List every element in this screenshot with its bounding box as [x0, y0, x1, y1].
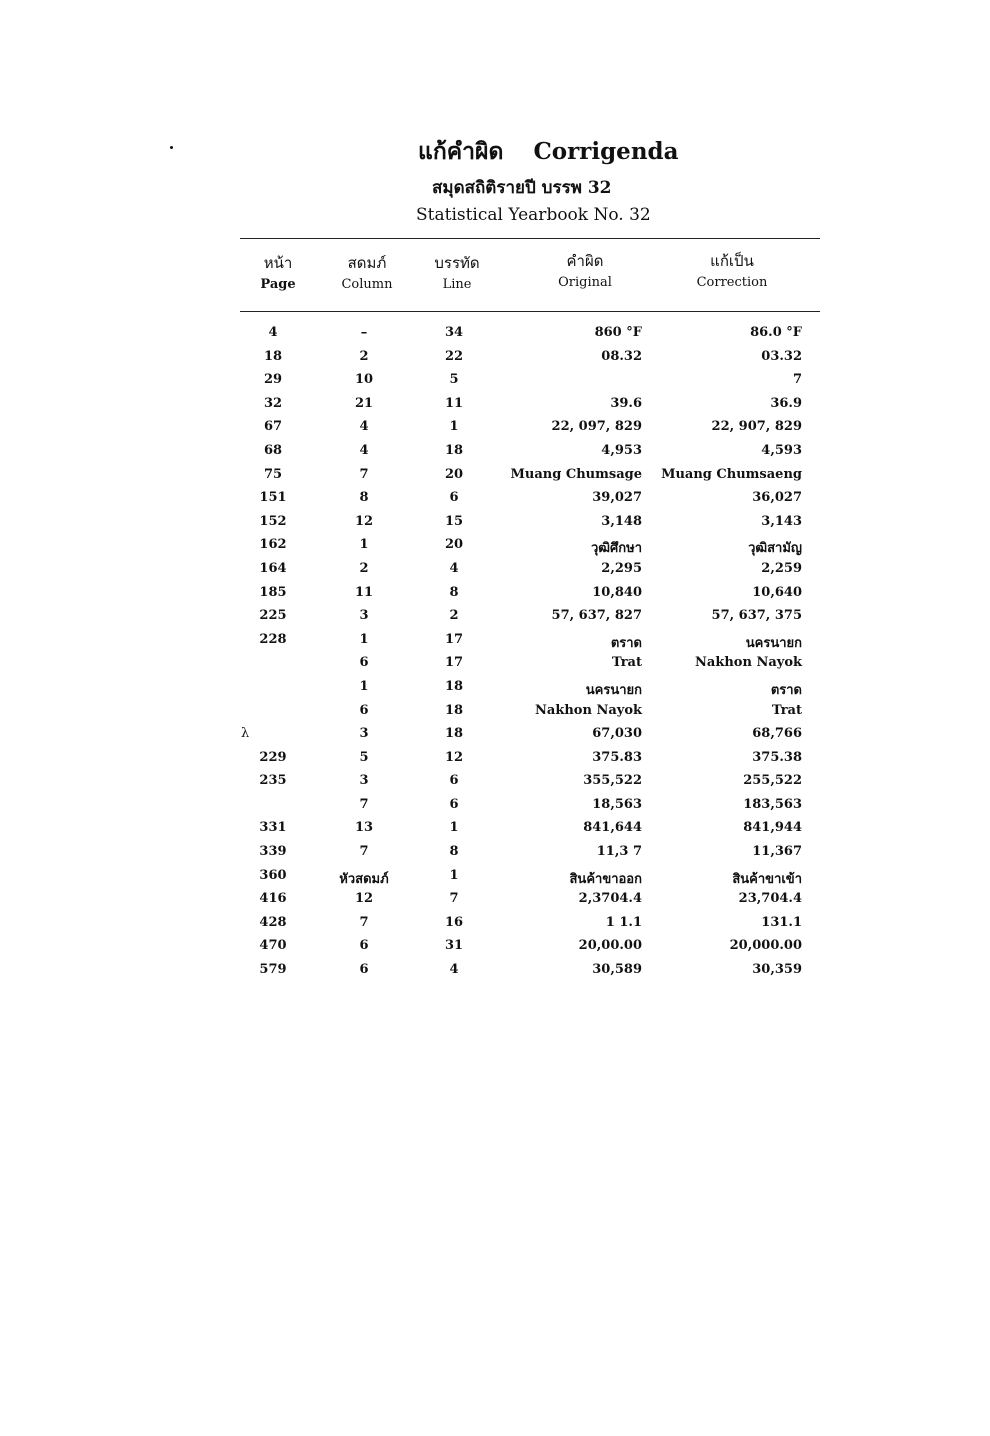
cell-original: 18,563	[592, 796, 642, 812]
header-correction-english: Correction	[696, 275, 768, 290]
cell-page: 29	[263, 372, 283, 388]
table-row	[0, 393, 990, 417]
cell-original: นครนายก	[585, 682, 642, 698]
cell-line: 18	[444, 678, 464, 694]
cell-original: Muang Chumsage	[510, 466, 642, 482]
cell-column: 5	[359, 749, 369, 765]
cell-column: 7	[359, 914, 369, 930]
cell-correction: 3,143	[761, 513, 802, 529]
cell-original: 10,840	[592, 584, 642, 600]
cell-original: 11,3 7	[596, 844, 642, 860]
cell-correction: ตราด	[770, 682, 802, 698]
cell-correction: 841,944	[743, 820, 802, 836]
table-row	[0, 534, 990, 558]
cell-page: 428	[259, 914, 287, 930]
cell-column: 3	[359, 608, 369, 624]
cell-line: 6	[449, 796, 459, 812]
table-row	[0, 817, 990, 841]
cell-line: 6	[449, 490, 459, 506]
cell-page: 228	[259, 631, 287, 647]
cell-line: 15	[444, 513, 464, 529]
table-row	[0, 770, 990, 794]
cell-correction: 36,027	[752, 490, 802, 506]
cell-correction: 20,000.00	[729, 938, 802, 954]
cell-correction: 131.1	[761, 914, 802, 930]
cell-original: 22, 097, 829	[551, 419, 642, 435]
cell-page: 151	[259, 490, 287, 506]
cell-correction: สินค้าขาเข้า	[732, 871, 802, 887]
header-line	[424, 252, 490, 296]
cell-page: 75	[263, 466, 283, 482]
header-original-thai: คำผิด	[566, 252, 604, 270]
cell-original: 355,522	[583, 773, 642, 789]
table-row	[0, 652, 990, 676]
cell-correction: 03.32	[761, 348, 802, 364]
header-line-english: Line	[442, 277, 472, 292]
cell-correction: 2,259	[761, 560, 802, 576]
table-row	[0, 511, 990, 535]
cell-line: 22	[444, 348, 464, 364]
table-row	[0, 464, 990, 488]
cell-original: 3,148	[601, 513, 642, 529]
cell-page: 360	[259, 867, 287, 883]
corrigenda-table-body	[0, 322, 990, 983]
cell-page: 331	[259, 820, 287, 836]
cell-column: 1	[359, 631, 369, 647]
cell-column: 7	[359, 466, 369, 482]
header-original-english: Original	[558, 275, 612, 290]
cell-column: 21	[354, 395, 374, 411]
table-row	[0, 747, 990, 771]
header-page	[248, 252, 308, 296]
cell-line: 18	[444, 442, 464, 458]
cell-line: 16	[444, 914, 464, 930]
cell-correction: Nakhon Nayok	[695, 655, 802, 671]
cell-correction: 10,640	[752, 584, 802, 600]
cell-line: 31	[444, 938, 464, 954]
cell-line: 17	[444, 631, 464, 647]
table-row	[0, 416, 990, 440]
subtitle-thai: สมุดสถิติรายปี บรรพ 32	[432, 178, 612, 198]
cell-column: 12	[354, 513, 374, 529]
table-row	[0, 629, 990, 653]
table-row	[0, 935, 990, 959]
cell-correction: 11,367	[752, 844, 802, 860]
cell-column: 6	[359, 702, 369, 718]
cell-original: 08.32	[601, 348, 642, 364]
cell-column: หัวสดมภ์	[339, 871, 389, 887]
subtitle-english: Statistical Yearbook No. 32	[416, 205, 651, 225]
page-title	[418, 134, 679, 170]
cell-original: 20,00.00	[578, 938, 642, 954]
cell-line: 18	[444, 726, 464, 742]
cell-line: 11	[444, 395, 464, 411]
cell-original: 67,030	[592, 726, 642, 742]
table-row	[0, 865, 990, 889]
table-row	[0, 440, 990, 464]
cell-correction: 22, 907, 829	[711, 419, 802, 435]
table-header-rule	[240, 311, 820, 312]
cell-column: 2	[359, 560, 369, 576]
cell-correction: 183,563	[743, 796, 802, 812]
cell-line: 4	[449, 560, 459, 576]
cell-original: 375.83	[592, 749, 642, 765]
cell-original: 39.6	[610, 395, 642, 411]
cell-column: 1	[359, 678, 369, 694]
cell-original: Trat	[611, 655, 642, 671]
table-row	[0, 959, 990, 983]
cell-correction: นครนายก	[745, 635, 802, 651]
cell-line: 1	[449, 419, 459, 435]
cell-page: 32	[263, 395, 283, 411]
cell-column: –	[360, 325, 368, 340]
cell-page: 162	[259, 537, 287, 553]
cell-correction: 255,522	[743, 773, 802, 789]
cell-original: 860 °F	[594, 325, 642, 340]
cell-line: 1	[449, 820, 459, 836]
cell-page: 229	[259, 749, 287, 765]
table-row	[0, 912, 990, 936]
table-row	[0, 676, 990, 700]
table-row	[0, 700, 990, 724]
header-original	[540, 250, 630, 294]
cell-page: 235	[259, 773, 287, 789]
cell-original: 30,589	[592, 962, 642, 978]
cell-line: 12	[444, 749, 464, 765]
cell-correction: 7	[792, 372, 802, 388]
header-column-english: Column	[341, 277, 393, 292]
header-correction	[682, 250, 782, 294]
cell-page: 68	[263, 442, 283, 458]
cell-page: 225	[259, 608, 287, 624]
cell-column: 3	[359, 726, 369, 742]
cell-line: 7	[449, 891, 459, 907]
cell-column: 7	[359, 796, 369, 812]
cell-original: 39,027	[592, 490, 642, 506]
table-row	[0, 558, 990, 582]
cell-correction: 86.0 °F	[750, 325, 802, 340]
header-column	[330, 252, 404, 296]
table-row	[0, 369, 990, 393]
cell-line: 8	[449, 584, 459, 600]
cell-column: 7	[359, 844, 369, 860]
cell-page: 18	[263, 348, 283, 364]
cell-line: 5	[449, 372, 459, 388]
cell-correction: 375.38	[752, 749, 802, 765]
cell-original: ตราด	[610, 635, 642, 651]
cell-correction: 30,359	[752, 962, 802, 978]
cell-column: 6	[359, 938, 369, 954]
cell-correction: 36.9	[770, 395, 802, 411]
cell-correction: Muang Chumsaeng	[661, 466, 802, 482]
cell-correction: 23,704.4	[738, 891, 802, 907]
table-row	[0, 487, 990, 511]
header-line-thai: บรรทัด	[434, 254, 480, 272]
cell-column: 12	[354, 891, 374, 907]
stray-dot	[170, 146, 173, 149]
cell-column: 3	[359, 773, 369, 789]
table-row	[0, 723, 990, 747]
cell-correction: 4,593	[761, 442, 802, 458]
cell-column: 1	[359, 537, 369, 553]
cell-correction: วุฒิสามัญ	[748, 541, 802, 557]
cell-line: 17	[444, 655, 464, 671]
cell-line: 20	[444, 466, 464, 482]
cell-page: 579	[259, 962, 287, 978]
table-row	[0, 841, 990, 865]
cell-line: 2	[449, 608, 459, 624]
cell-line: 8	[449, 844, 459, 860]
cell-page: 470	[259, 938, 287, 954]
cell-page: 152	[259, 513, 287, 529]
table-row	[0, 582, 990, 606]
cell-page: 339	[259, 844, 287, 860]
cell-original: วุฒิศึกษา	[590, 541, 642, 557]
cell-original: 2,295	[601, 560, 642, 576]
cell-original: 4,953	[601, 442, 642, 458]
cell-original: 1 1.1	[605, 914, 642, 930]
cell-column: 4	[359, 419, 369, 435]
table-top-rule	[240, 238, 820, 239]
cell-line: 6	[449, 773, 459, 789]
cell-original: Nakhon Nayok	[535, 702, 642, 718]
cell-column: 11	[354, 584, 374, 600]
cell-correction: 68,766	[752, 726, 802, 742]
cell-page: 185	[259, 584, 287, 600]
margin-mark: λ	[241, 726, 250, 742]
header-page-thai: หน้า	[263, 254, 293, 272]
cell-column: 13	[354, 820, 374, 836]
title-english: Corrigenda	[533, 138, 679, 165]
title-thai: แก้คำผิด	[418, 138, 504, 165]
cell-column: 6	[359, 655, 369, 671]
cell-original: 57, 637, 827	[551, 608, 642, 624]
cell-original: 841,644	[583, 820, 642, 836]
table-row	[0, 346, 990, 370]
table-row	[0, 605, 990, 629]
cell-column: 10	[354, 372, 374, 388]
cell-correction: Trat	[771, 702, 802, 718]
cell-original: 2,3704.4	[578, 891, 642, 907]
header-page-english: Page	[260, 277, 296, 292]
cell-page: 67	[263, 419, 283, 435]
cell-line: 1	[449, 867, 459, 883]
cell-line: 4	[449, 962, 459, 978]
cell-column: 6	[359, 962, 369, 978]
cell-line: 18	[444, 702, 464, 718]
cell-column: 2	[359, 348, 369, 364]
cell-column: 8	[359, 490, 369, 506]
table-row	[0, 888, 990, 912]
header-column-thai: สดมภ์	[347, 254, 387, 272]
header-correction-thai: แก้เป็น	[710, 252, 754, 270]
table-row	[0, 794, 990, 818]
cell-page: 164	[259, 560, 287, 576]
cell-line: 34	[444, 325, 464, 340]
cell-page: 416	[259, 891, 287, 907]
table-row	[0, 322, 990, 346]
cell-page: 4	[268, 325, 278, 340]
cell-correction: 57, 637, 375	[711, 608, 802, 624]
cell-original: สินค้าขาออก	[569, 871, 642, 887]
cell-line: 20	[444, 537, 464, 553]
cell-column: 4	[359, 442, 369, 458]
